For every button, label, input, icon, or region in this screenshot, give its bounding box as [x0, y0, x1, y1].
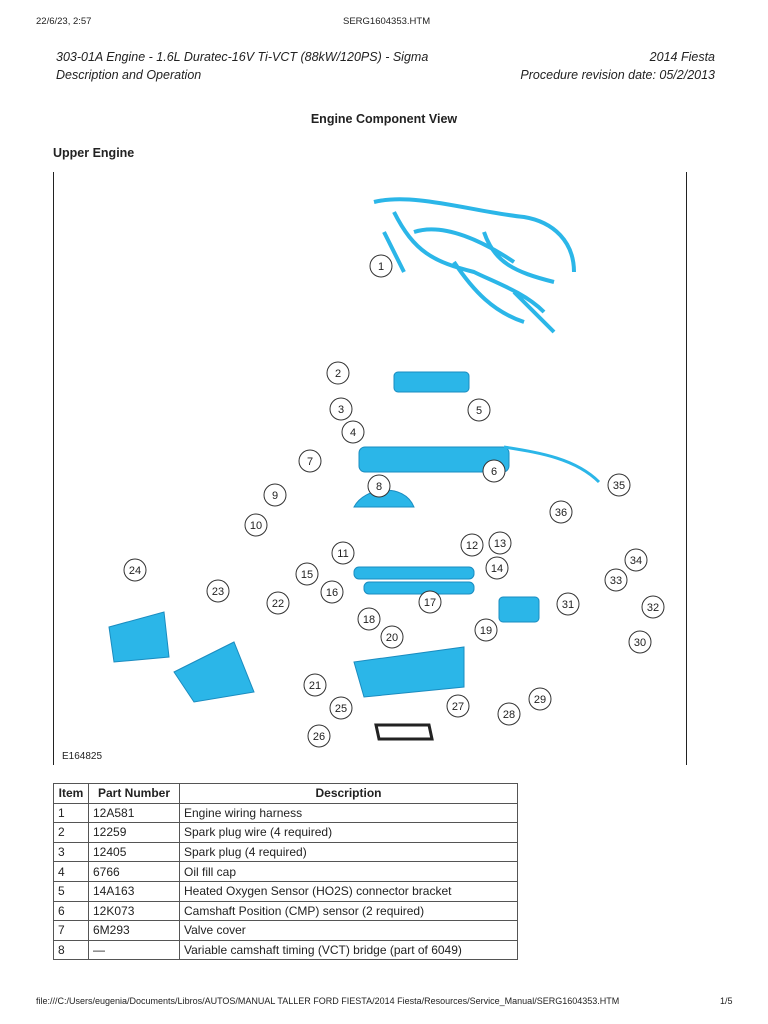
callout-label: 35 — [612, 480, 626, 492]
cell-item: 2 — [54, 823, 89, 843]
subsection-title: Description and Operation — [56, 68, 202, 82]
parts-table — [53, 783, 518, 960]
cell-description: Camshaft Position (CMP) sensor (2 required) — [180, 901, 518, 921]
header-item: Item — [54, 784, 89, 804]
cell-item: 7 — [54, 921, 89, 941]
table-row — [54, 823, 518, 843]
table-row — [54, 901, 518, 921]
cell-description: Oil fill cap — [180, 862, 518, 882]
callout-label: 3 — [337, 404, 345, 416]
callout-label: 19 — [479, 625, 493, 637]
callout-label: 25 — [334, 703, 348, 715]
vehicle-label: 2014 Fiesta — [649, 50, 715, 64]
header-part-number: Part Number — [89, 784, 180, 804]
callout-label: 17 — [423, 597, 437, 609]
callout-label: 16 — [325, 587, 339, 599]
callout-label: 34 — [629, 555, 643, 567]
callout-label: 18 — [362, 614, 376, 626]
print-footer-path: file:///C:/Users/eugenia/Documents/Libros/AUTOS/MANUAL TALLER FORD FIESTA/2014 Fiesta/Resources/Service_Manual/SERG1604353.HTM — [36, 996, 620, 1006]
callout-label: 32 — [646, 602, 660, 614]
page-title: Engine Component View — [310, 112, 458, 126]
callout-label: 33 — [609, 575, 623, 587]
callout-label: 2 — [334, 368, 342, 380]
table-row — [54, 881, 518, 901]
cell-item: 5 — [54, 881, 89, 901]
cell-part-number: 12405 — [89, 842, 180, 862]
cylinder-head — [354, 647, 464, 697]
gasket — [376, 725, 432, 739]
engine-exploded-diagram — [53, 172, 687, 765]
cell-item: 8 — [54, 940, 89, 960]
vapour-tube — [504, 447, 599, 482]
callout-label: 23 — [211, 586, 225, 598]
cell-item: 6 — [54, 901, 89, 921]
figure-id: E164825 — [62, 751, 103, 762]
callout-label: 15 — [300, 569, 314, 581]
cell-part-number: 12259 — [89, 823, 180, 843]
callout-label: 14 — [490, 563, 504, 575]
callout-label: 7 — [306, 456, 314, 468]
callout-label: 11 — [337, 548, 349, 560]
table-row — [54, 803, 518, 823]
callout-label: 27 — [451, 701, 465, 713]
callout-label: 12 — [465, 540, 479, 552]
callout-label: 8 — [375, 481, 383, 493]
callout-label: 29 — [533, 694, 547, 706]
table-row — [54, 842, 518, 862]
print-datetime: 22/6/23, 2:57 — [36, 16, 92, 27]
revision-date: Procedure revision date: 05/2/2013 — [520, 68, 715, 82]
table-row — [54, 862, 518, 882]
cell-part-number: 14A163 — [89, 881, 180, 901]
callout-label: 10 — [249, 520, 263, 532]
section-title: 303-01A Engine - 1.6L Duratec-16V Ti-VCT (88kW/120PS) - Sigma — [56, 50, 429, 64]
cell-description: Heated Oxygen Sensor (HO2S) connector bracket — [180, 881, 518, 901]
callout-label: 20 — [385, 632, 399, 644]
callout-label: 9 — [271, 490, 279, 502]
cell-description: Spark plug wire (4 required) — [180, 823, 518, 843]
camshaft-2 — [364, 582, 474, 594]
callout-label: 22 — [271, 598, 285, 610]
table-row — [54, 940, 518, 960]
callout-label: 4 — [349, 427, 357, 439]
callout-label: 36 — [554, 507, 568, 519]
cell-description: Variable camshaft timing (VCT) bridge (part of 6049) — [180, 940, 518, 960]
spark-plug-wires — [394, 372, 469, 392]
cell-item: 4 — [54, 862, 89, 882]
print-filename: SERG1604353.HTM — [343, 16, 431, 27]
cell-description: Valve cover — [180, 921, 518, 941]
heat-shield — [109, 612, 169, 662]
cell-part-number: 6M293 — [89, 921, 180, 941]
wiring-harness — [374, 199, 574, 332]
cell-description: Engine wiring harness — [180, 803, 518, 823]
callout-label: 24 — [128, 565, 142, 577]
callout-label: 5 — [475, 405, 483, 417]
engine-parts — [109, 199, 599, 739]
camshaft-1 — [354, 567, 474, 579]
callout-label: 6 — [490, 466, 498, 478]
cell-part-number: 12K073 — [89, 901, 180, 921]
exhaust-manifold — [174, 642, 254, 702]
callout-label: 30 — [633, 637, 647, 649]
thermostat-housing — [499, 597, 539, 622]
cell-part-number: — — [89, 940, 180, 960]
cell-item: 1 — [54, 803, 89, 823]
header-description: Description — [180, 784, 518, 804]
cell-item: 3 — [54, 842, 89, 862]
diagram-canvas — [54, 172, 686, 765]
cell-description: Spark plug (4 required) — [180, 842, 518, 862]
table-row — [54, 921, 518, 941]
callout-label: 31 — [561, 599, 575, 611]
cell-part-number: 12A581 — [89, 803, 180, 823]
cell-part-number: 6766 — [89, 862, 180, 882]
table-header-row — [54, 784, 518, 804]
callout-label: 1 — [377, 261, 385, 273]
print-page-indicator: 1/5 — [720, 996, 733, 1006]
callout-label: 26 — [312, 731, 326, 743]
callout-label: 21 — [308, 680, 322, 692]
section-heading: Upper Engine — [53, 146, 135, 160]
callout-label: 28 — [502, 709, 516, 721]
callout-label: 13 — [493, 538, 507, 550]
